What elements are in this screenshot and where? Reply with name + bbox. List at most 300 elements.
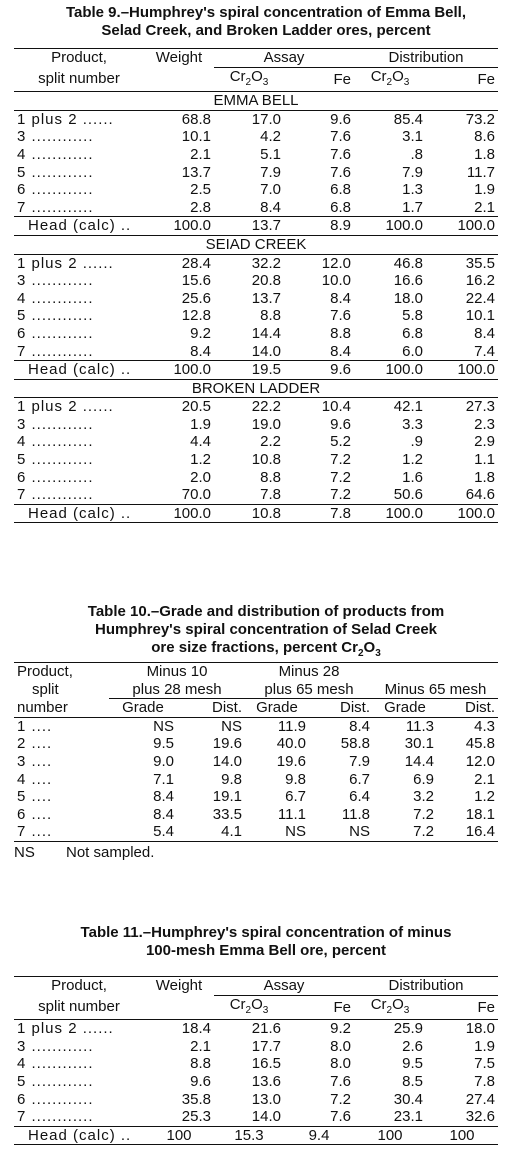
table-row: [14, 486, 498, 504]
row-value: 100.0: [144, 217, 214, 236]
row-value: 8.4: [474, 324, 495, 342]
t9-header-dist-fe: Fe: [477, 70, 495, 88]
row-value: 3.3: [402, 415, 423, 433]
row-value: 12.0: [465, 752, 495, 770]
row-value: 8.0: [330, 1037, 351, 1055]
t10-header-group1-line2: plus 28 mesh: [109, 681, 245, 699]
row-value: 14.0: [251, 1108, 281, 1126]
row-value: 6.8: [402, 324, 423, 342]
row-value: 32.6: [465, 1108, 495, 1126]
row-label: 6 ............: [17, 1090, 94, 1108]
table-row: [14, 788, 498, 806]
t9-header-assay-cr2o3: $Cr_2O_3$: [229, 67, 269, 88]
row-value: 20.8: [251, 272, 281, 290]
row-value: 1.9: [190, 415, 211, 433]
table11-caption: [0, 924, 532, 960]
table-row: [14, 1091, 498, 1109]
row-value: 10.4: [321, 398, 351, 416]
table-row: [14, 199, 498, 217]
row-label: 6 ............: [17, 468, 94, 486]
row-value: 19.0: [251, 415, 281, 433]
row-value: 15.6: [181, 272, 211, 290]
t10-header-grade: Grade: [256, 699, 298, 717]
row-value: 13.7: [181, 163, 211, 181]
row-value: 100.0: [144, 504, 214, 523]
row-label: 3 ............: [17, 128, 94, 146]
row-value: 16.4: [465, 823, 495, 841]
row-label: 3 ............: [17, 1037, 94, 1055]
row-value: 7.2: [413, 823, 434, 841]
row-value: 17.0: [251, 110, 281, 128]
row-value: 33.5: [212, 805, 242, 823]
head-calc-row: [14, 1126, 498, 1145]
row-value: 8.8: [190, 1055, 211, 1073]
row-value: 25.3: [181, 1108, 211, 1126]
row-value: 9.6: [330, 110, 351, 128]
row-value: 100: [354, 1126, 426, 1145]
row-value: 8.4: [330, 289, 351, 307]
row-value: 85.4: [393, 110, 423, 128]
t10-header-group2-line1: Minus 28: [278, 663, 340, 680]
row-value: 2.9: [474, 433, 495, 451]
head-calc-row: [14, 504, 498, 523]
row-label: 4 ............: [17, 433, 94, 451]
row-value: 6.8: [330, 181, 351, 199]
row-value: 100.0: [426, 361, 498, 380]
row-value: 11.1: [277, 805, 306, 823]
t10-footnote: [14, 841, 498, 862]
row-value: 18.1: [465, 805, 495, 823]
row-value: NS: [349, 823, 370, 841]
t9-header-assay: Assay: [214, 49, 354, 68]
t10-header-number: number: [17, 698, 68, 716]
section-name: BROKEN LADDER: [191, 379, 321, 397]
row-value: 13.7: [251, 289, 281, 307]
section-name: EMMA BELL: [213, 92, 299, 110]
row-value: 12.8: [181, 307, 211, 325]
row-value: 2.3: [474, 415, 495, 433]
table-row: [14, 128, 498, 146]
row-value: 16.2: [465, 272, 495, 290]
table-row: [14, 343, 498, 361]
t11-header-weight: Weight: [155, 977, 203, 994]
row-value: 22.4: [465, 289, 495, 307]
row-value: 14.4: [251, 324, 281, 342]
row-label: 1 plus 2 ......: [17, 254, 114, 272]
row-label: 5 ............: [17, 1072, 94, 1090]
row-label: 6 ............: [17, 324, 94, 342]
row-value: 1.3: [402, 181, 423, 199]
t10-footnote-text: Not sampled.: [66, 843, 155, 861]
section-header: [14, 379, 498, 398]
row-value: 8.4: [190, 342, 211, 360]
row-value: 25.6: [181, 289, 211, 307]
row-value: 1.9: [474, 1037, 495, 1055]
row-label: 1 plus 2 ......: [17, 398, 114, 416]
row-value: 7.5: [474, 1055, 495, 1073]
row-value: 7.8: [260, 486, 281, 504]
table-row: [14, 823, 498, 841]
row-value: 100: [144, 1126, 214, 1145]
table-row: [14, 164, 498, 182]
head-calc-row: [14, 217, 498, 236]
row-value: 2.6: [402, 1037, 423, 1055]
row-value: 4.4: [190, 433, 211, 451]
row-value: 3.1: [402, 128, 423, 146]
t11-header-distribution: Distribution: [354, 977, 498, 996]
table-row: [14, 1020, 498, 1038]
row-value: 7.0: [260, 181, 281, 199]
row-value: 8.9: [284, 217, 354, 236]
row-value: 9.6: [190, 1072, 211, 1090]
row-value: 30.1: [404, 735, 434, 753]
row-value: 8.5: [402, 1072, 423, 1090]
table-row: [14, 398, 498, 416]
row-value: 8.4: [153, 788, 174, 806]
row-value: 9.8: [221, 770, 242, 788]
table-row: [14, 307, 498, 325]
t10-header-group3: Minus 65 mesh: [373, 681, 498, 699]
row-value: 100.0: [426, 504, 498, 523]
t9-header-product: Product,: [51, 49, 107, 67]
table-row: [14, 753, 498, 771]
row-value: 100.0: [354, 504, 426, 523]
t10-header-dist: Dist.: [340, 699, 370, 717]
row-value: 15.3: [214, 1126, 284, 1145]
row-value: 12.0: [321, 254, 351, 272]
table-row: [14, 451, 498, 469]
row-value: 14.4: [404, 752, 434, 770]
t9-header-assay-fe: Fe: [333, 70, 351, 88]
row-value: 7.8: [474, 1072, 495, 1090]
row-label: 5 ....: [17, 788, 53, 806]
row-value: 35.8: [181, 1090, 211, 1108]
row-value: .9: [410, 433, 423, 451]
row-value: 7.4: [474, 342, 495, 360]
row-value: 8.4: [349, 717, 370, 735]
row-value: 18.0: [393, 289, 423, 307]
row-value: 27.3: [465, 398, 495, 416]
row-value: 27.4: [465, 1090, 495, 1108]
t10-header-split: split: [32, 680, 59, 698]
row-label: Head (calc) ..: [14, 217, 144, 236]
row-label: 1 ....: [17, 717, 53, 735]
row-value: 64.6: [465, 486, 495, 504]
row-value: 18.4: [181, 1020, 211, 1038]
row-value: 9.2: [330, 1020, 351, 1038]
row-value: 23.1: [393, 1108, 423, 1126]
row-value: 16.5: [251, 1055, 281, 1073]
row-value: 8.4: [330, 342, 351, 360]
row-label: 4 ............: [17, 289, 94, 307]
row-value: 17.7: [251, 1037, 281, 1055]
row-value: 4.1: [221, 823, 242, 841]
row-value: 4.3: [474, 717, 495, 735]
row-value: 28.4: [181, 254, 211, 272]
table-row: [14, 717, 498, 735]
row-value: 7.2: [413, 805, 434, 823]
row-value: 11.8: [341, 805, 370, 823]
row-value: 10.8: [251, 451, 281, 469]
row-label: 1 plus 2 ......: [17, 1020, 114, 1038]
row-value: 9.2: [190, 324, 211, 342]
t11-header-dist-fe: Fe: [477, 998, 495, 1016]
row-value: 7.2: [330, 451, 351, 469]
row-label: 5 ............: [17, 163, 94, 181]
table-row: [14, 1038, 498, 1056]
row-value: 68.8: [181, 110, 211, 128]
table11: [14, 976, 498, 1145]
table-row: [14, 1073, 498, 1091]
table-row: [14, 469, 498, 487]
row-value: 7.6: [330, 145, 351, 163]
row-value: 30.4: [393, 1090, 423, 1108]
table-row: [14, 1108, 498, 1126]
row-value: 10.1: [181, 128, 211, 146]
row-value: 9.5: [402, 1055, 423, 1073]
row-value: 6.9: [413, 770, 434, 788]
row-value: 32.2: [251, 254, 281, 272]
row-value: 20.5: [181, 398, 211, 416]
row-value: 2.0: [190, 468, 211, 486]
row-value: 7.6: [330, 1072, 351, 1090]
row-value: .8: [410, 145, 423, 163]
row-value: 13.0: [251, 1090, 281, 1108]
table9-caption: [0, 4, 532, 40]
row-value: 7.9: [260, 163, 281, 181]
t10-header-dist: Dist.: [465, 699, 495, 717]
row-value: 1.2: [402, 451, 423, 469]
t10-header-product: Product,: [17, 663, 73, 680]
row-value: 22.2: [251, 398, 281, 416]
t11-header-dist-cr2o3: $Cr_2O_3$: [370, 995, 410, 1016]
row-value: 1.2: [190, 451, 211, 469]
table-row: [14, 416, 498, 434]
row-value: 2.1: [190, 1037, 211, 1055]
row-value: 5.4: [153, 823, 174, 841]
row-value: 13.7: [214, 217, 284, 236]
row-value: 9.0: [153, 752, 174, 770]
table-row: [14, 735, 498, 753]
t10-header-group2-line2: plus 65 mesh: [245, 681, 373, 699]
row-value: 6.7: [285, 788, 306, 806]
t9-header-weight: Weight: [155, 49, 203, 66]
row-value: 100: [426, 1126, 498, 1145]
row-label: Head (calc) ..: [14, 361, 144, 380]
section-header: [14, 235, 498, 254]
row-value: 2.1: [474, 198, 495, 216]
table-row: [14, 1055, 498, 1073]
table-row: [14, 254, 498, 272]
table10: [14, 662, 498, 862]
row-value: 7.6: [330, 307, 351, 325]
row-value: 2.1: [474, 770, 495, 788]
table9-caption-line1: Table 9.–Humphrey's spiral concentration of Emma Bell,: [65, 4, 467, 21]
row-value: 18.0: [465, 1020, 495, 1038]
t10-header-grade: Grade: [384, 699, 426, 717]
row-value: 45.8: [465, 735, 495, 753]
row-label: 4 ............: [17, 1055, 94, 1073]
row-label: 1 plus 2 ......: [17, 110, 114, 128]
row-value: 10.8: [214, 504, 284, 523]
row-value: 11.3: [405, 717, 434, 735]
table-row: [14, 181, 498, 199]
row-value: 21.6: [251, 1020, 281, 1038]
row-value: 1.2: [474, 788, 495, 806]
row-value: 7.1: [153, 770, 174, 788]
row-value: 2.8: [190, 198, 211, 216]
table11-caption-line1: Table 11.–Humphrey's spiral concentration of minus: [80, 924, 452, 941]
row-label: 7 ............: [17, 342, 94, 360]
row-value: 1.1: [474, 451, 495, 469]
row-value: 2.5: [190, 181, 211, 199]
row-value: 7.9: [402, 163, 423, 181]
table9: [14, 48, 498, 523]
table10-caption-line3: ore size fractions, percent $Cr_2O_3$: [151, 639, 381, 659]
t11-header-assay: Assay: [214, 977, 354, 996]
row-value: 9.5: [153, 735, 174, 753]
row-value: 8.8: [260, 307, 281, 325]
row-label: 7 ....: [17, 823, 53, 841]
row-value: 35.5: [465, 254, 495, 272]
row-value: 19.6: [212, 735, 242, 753]
row-value: 100.0: [354, 361, 426, 380]
t11-header-product: Product,: [51, 977, 107, 995]
row-value: 2.2: [260, 433, 281, 451]
section-header: [14, 92, 498, 111]
row-value: 7.6: [330, 163, 351, 181]
t9-header-split: split number: [38, 70, 120, 88]
row-value: 7.2: [330, 468, 351, 486]
row-label: 7 ............: [17, 486, 94, 504]
row-value: 8.6: [474, 128, 495, 146]
row-value: 7.2: [330, 486, 351, 504]
row-value: 5.2: [330, 433, 351, 451]
row-value: 9.8: [285, 770, 306, 788]
row-value: 58.8: [340, 735, 370, 753]
row-label: 5 ............: [17, 307, 94, 325]
row-value: 7.9: [349, 752, 370, 770]
row-value: 5.8: [402, 307, 423, 325]
row-label: 7 ............: [17, 198, 94, 216]
table9-caption-line2: Selad Creek, and Broken Ladder ores, percent: [101, 22, 431, 39]
t10-footnote-abbr: NS: [14, 843, 35, 861]
row-value: 7.6: [330, 128, 351, 146]
row-value: 16.6: [393, 272, 423, 290]
row-label: Head (calc) ..: [14, 504, 144, 523]
t9-header-distribution: Distribution: [354, 49, 498, 68]
row-value: 2.1: [190, 145, 211, 163]
row-value: 100.0: [426, 217, 498, 236]
table10-caption: [0, 603, 532, 663]
row-label: 3 ....: [17, 752, 53, 770]
row-value: 1.9: [474, 181, 495, 199]
row-label: Head (calc) ..: [14, 1126, 144, 1145]
row-value: 4.2: [260, 128, 281, 146]
row-value: NS: [285, 823, 306, 841]
row-value: 100.0: [354, 217, 426, 236]
row-value: 19.6: [276, 752, 306, 770]
row-value: 40.0: [276, 735, 306, 753]
row-value: 9.4: [284, 1126, 354, 1145]
row-value: 9.6: [284, 361, 354, 380]
row-value: 46.8: [393, 254, 423, 272]
row-value: 8.4: [260, 198, 281, 216]
head-calc-row: [14, 361, 498, 380]
table10-caption-line1: Table 10.–Grade and distribution of products from: [87, 603, 445, 620]
table-row: [14, 806, 498, 824]
row-label: 7 ............: [17, 1108, 94, 1126]
table-row: [14, 146, 498, 164]
row-value: 1.7: [402, 198, 423, 216]
t10-header-dist: Dist.: [212, 699, 242, 717]
row-value: 6.8: [330, 198, 351, 216]
t11-header-assay-fe: Fe: [333, 998, 351, 1016]
row-value: 8.8: [260, 468, 281, 486]
row-value: NS: [221, 717, 242, 735]
row-value: NS: [153, 717, 174, 735]
row-value: 1.8: [474, 145, 495, 163]
row-value: 1.6: [402, 468, 423, 486]
t10-header-grade: Grade: [122, 699, 164, 717]
row-value: 73.2: [465, 110, 495, 128]
t11-header-split: split number: [38, 998, 120, 1016]
row-value: 7.2: [330, 1090, 351, 1108]
t9-header-dist-cr2o3: $Cr_2O_3$: [370, 67, 410, 88]
row-value: 8.0: [330, 1055, 351, 1073]
row-label: 3 ............: [17, 415, 94, 433]
row-value: 8.8: [330, 324, 351, 342]
table-row: [14, 771, 498, 789]
row-value: 6.0: [402, 342, 423, 360]
table-row: [14, 290, 498, 308]
row-value: 10.0: [321, 272, 351, 290]
row-label: 3 ............: [17, 272, 94, 290]
table-row: [14, 433, 498, 451]
row-value: 7.6: [330, 1108, 351, 1126]
row-value: 7.8: [284, 504, 354, 523]
row-value: 6.4: [349, 788, 370, 806]
row-value: 9.6: [330, 415, 351, 433]
row-value: 42.1: [393, 398, 423, 416]
table10-caption-line2: Humphrey's spiral concentration of Selad Creek: [95, 621, 437, 638]
section-name: SEIAD CREEK: [205, 235, 307, 253]
row-value: 50.6: [393, 486, 423, 504]
row-value: 5.1: [260, 145, 281, 163]
row-label: 4 ............: [17, 145, 94, 163]
row-value: 13.6: [251, 1072, 281, 1090]
table-row: [14, 110, 498, 128]
row-value: 1.8: [474, 468, 495, 486]
row-value: 100.0: [144, 361, 214, 380]
row-value: 6.7: [349, 770, 370, 788]
row-value: 70.0: [181, 486, 211, 504]
row-value: 8.4: [153, 805, 174, 823]
row-label: 5 ............: [17, 451, 94, 469]
table11-caption-line2: 100-mesh Emma Bell ore, percent: [145, 942, 387, 959]
row-label: 4 ....: [17, 770, 53, 788]
row-label: 6 ....: [17, 805, 53, 823]
table-row: [14, 272, 498, 290]
row-value: 11.7: [466, 163, 495, 181]
row-label: 6 ............: [17, 181, 94, 199]
row-value: 14.0: [251, 342, 281, 360]
t10-header-group1-line1: Minus 10: [146, 663, 208, 680]
row-value: 11.9: [277, 717, 306, 735]
t11-header-assay-cr2o3: $Cr_2O_3$: [229, 995, 269, 1016]
row-value: 19.5: [214, 361, 284, 380]
row-value: 10.1: [465, 307, 495, 325]
